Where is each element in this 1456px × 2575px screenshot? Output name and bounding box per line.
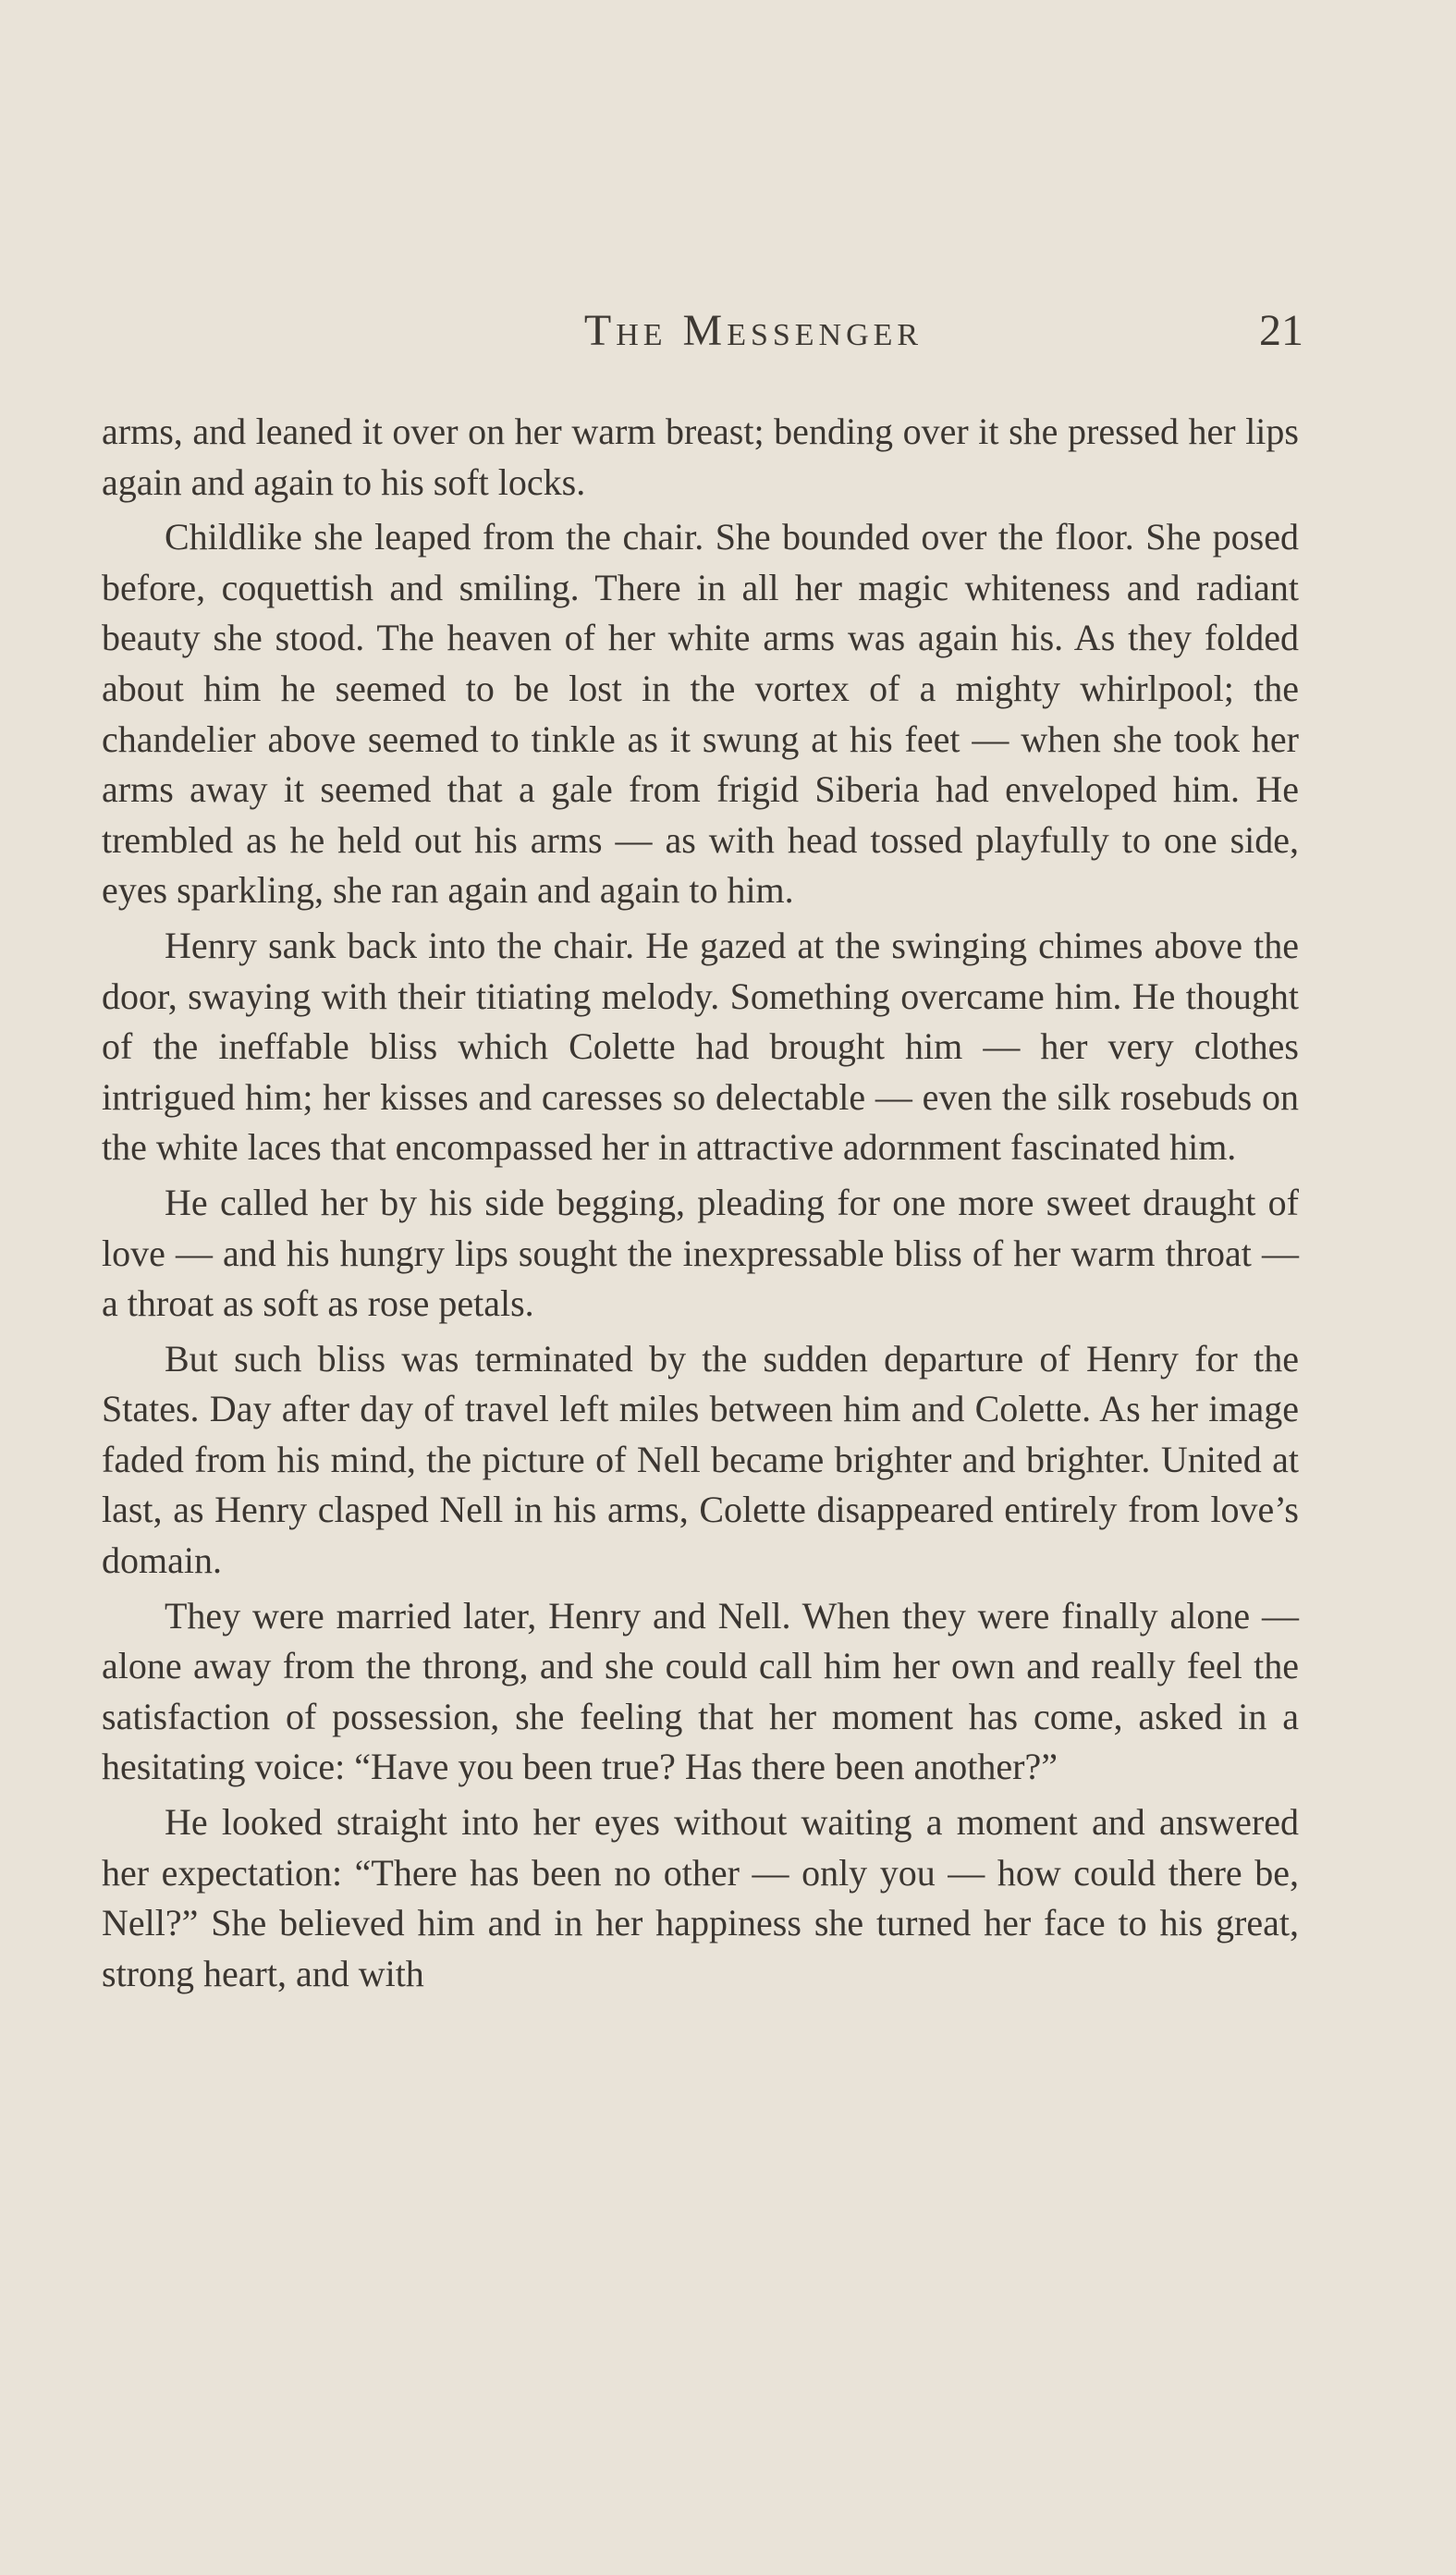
paragraph: He called her by his side begging, pleading for one more sweet draught of love — and his hungry lips sought the inexpressable bliss of her warm throat — a throat as soft as rose petals. — [102, 1181, 1299, 1325]
paragraph: Childlike she leaped from the chair. She bounded over the floor. She posed before, coquettish and smiling. There in all her magic whiteness and radiant beauty she stood. The heaven of her white arms was again his. As they folded about him he seemed to be lost in the vortex of a mighty whirlpool; the chandelier above seemed to tinkle as it swung at his feet — when she took her arms away it seemed that a gale from frigid Siberia had enveloped him. He trembled as he held out his arms — as with head tossed playfully to one side, eyes sparkling, she ran again and again to him. — [102, 516, 1299, 912]
paragraph: Henry sank back into the chair. He gazed at the swinging chimes above the door, swaying with their titiating melody. Something overcame him. He thought of the ineffable bliss which Colette had brought him — her very clothes intrigued him; her kisses and caresses so delectable — even the silk rosebuds on the white laces that encompassed her in attractive adornment fascinated him. — [102, 924, 1299, 1169]
paragraph: But such bliss was terminated by the sudden departure of Henry for the States. Day after day of travel left miles between him and Colette. As her image faded from his mind, the picture of Nell became brighter and brighter. United at last, as Henry clasped Nell in his arms, Colette disappeared entirely from love’s domain. — [102, 1337, 1299, 1582]
body-text — [102, 407, 1299, 2004]
paragraph: They were married later, Henry and Nell. When they were finally alone — alone away from the throng, and she could call him her own and really feel the satisfaction of possession, she feeling that her moment has come, asked in a hesitating voice: “Have you been true? Has there been another?” — [102, 1594, 1299, 1788]
page-header — [102, 303, 1303, 359]
paragraph: arms, and leaned it over on her warm breast; bending over it she pressed her lips again and again to his soft locks. — [102, 411, 1299, 503]
running-title: The Messenger — [583, 306, 924, 355]
paragraph: He looked straight into her eyes without waiting a moment and answered her expectation: “There has been no other — only you — how could there be, Nell?” She believed him and in her happiness she turned her face to his great, strong heart, and with — [102, 1801, 1299, 1994]
page-number: 21 — [1259, 306, 1303, 355]
